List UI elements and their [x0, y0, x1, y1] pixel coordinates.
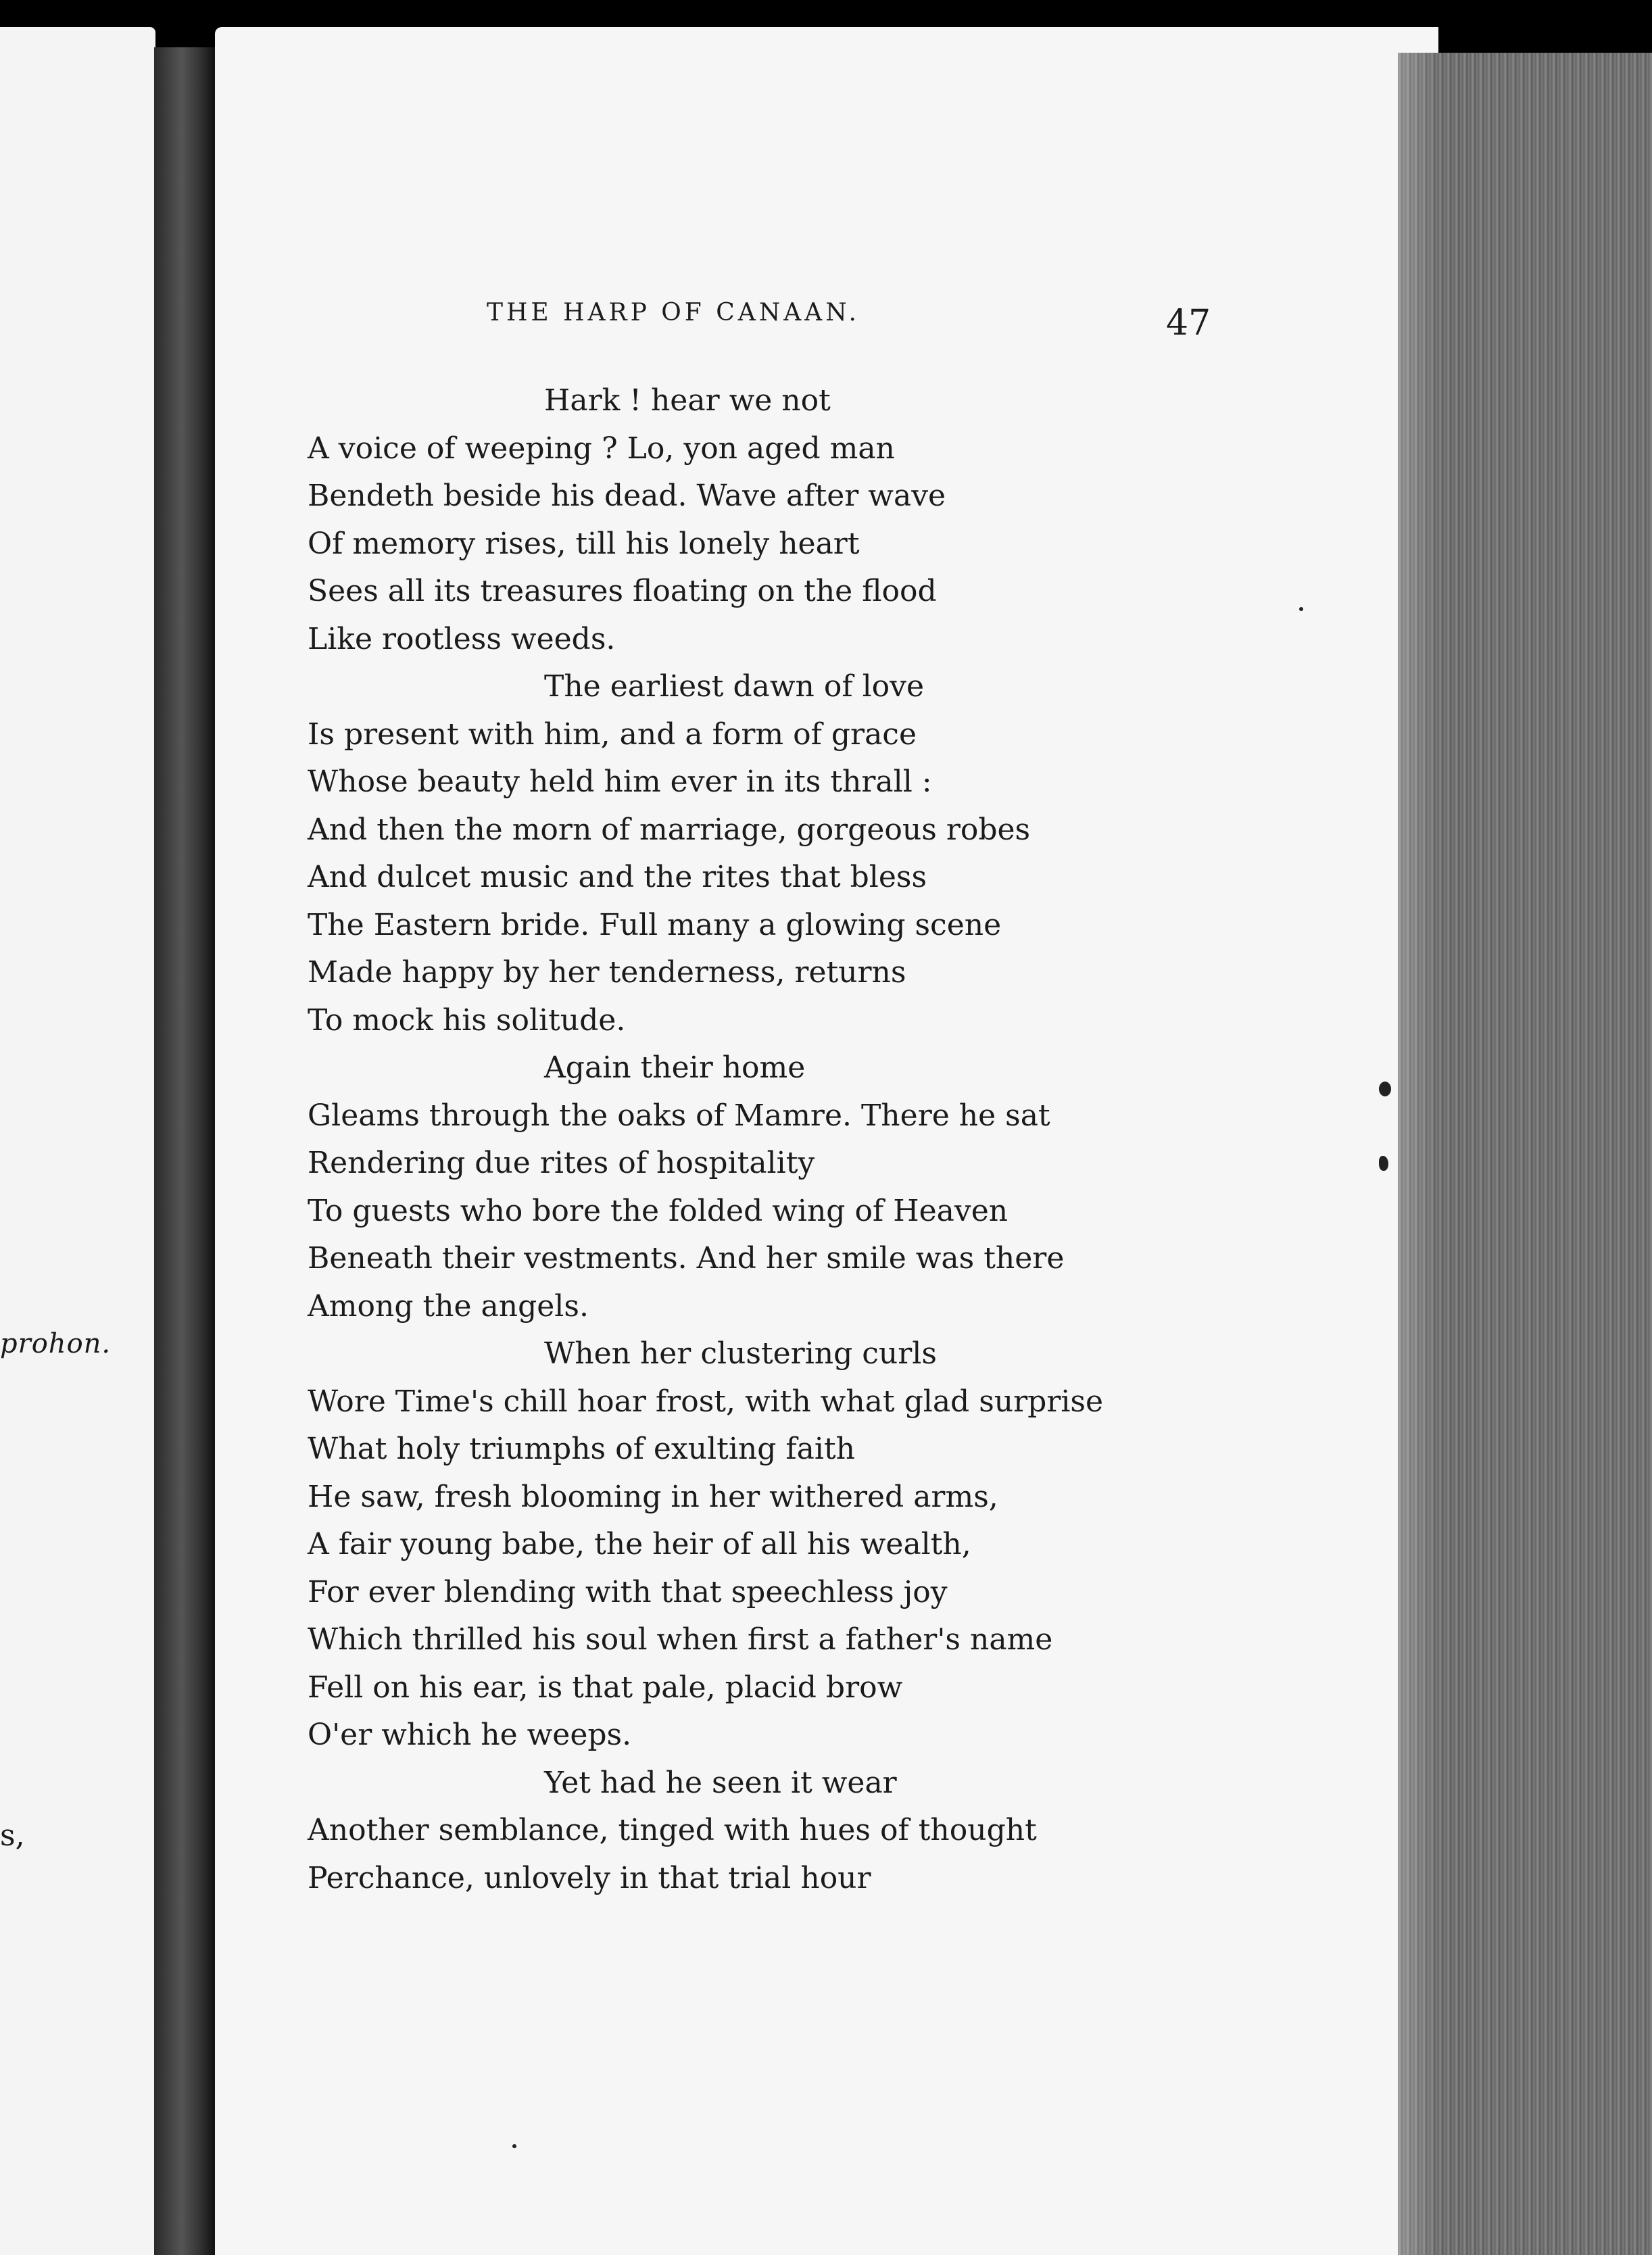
poem-text	[308, 377, 1362, 1902]
ink-speck	[1379, 1082, 1391, 1096]
poem-line: Wore Time's chill hoar frost, with what glad surprise	[308, 1384, 1104, 1419]
poem-line: Rendering due rites of hospitality	[308, 1146, 815, 1180]
poem-line: To guests who bore the folded wing of Heaven	[308, 1193, 1009, 1228]
poem-line: Perchance, unlovely in that trial hour	[308, 1860, 871, 1895]
poem-line: Whose beauty held him ever in its thrall :	[308, 765, 932, 799]
previous-page-sliver	[0, 27, 155, 2255]
poem-line: And then the morn of marriage, gorgeous robes	[308, 812, 1031, 847]
poem-line: And dulcet music and the rites that bless	[308, 860, 927, 894]
poem-line: To mock his solitude.	[308, 1002, 626, 1038]
poem-line: O'er which he weeps.	[308, 1718, 632, 1752]
poem-line: Another semblance, tinged with hues of thought	[308, 1813, 1037, 1847]
poem-line: Hark ! hear we not	[544, 383, 831, 418]
page-number: 47	[1166, 303, 1211, 343]
poem-line: When her clustering curls	[544, 1336, 937, 1371]
page-edges-highlight	[1398, 53, 1438, 2255]
poem-line: Is present with him, and a form of grace	[308, 717, 917, 752]
poem-line: Of memory rises, till his lonely heart	[308, 526, 860, 561]
poem-line: Bendeth beside his dead. Wave after wave	[308, 479, 946, 513]
poem-line: Beneath their vestments. And her smile was there	[308, 1241, 1065, 1276]
poem-line: The earliest dawn of love	[544, 669, 925, 704]
poem-line: Among the angels.	[308, 1288, 589, 1324]
poem-line: What holy triumphs of exulting faith	[308, 1432, 856, 1466]
poem-line: Like rootless weeds.	[308, 621, 616, 656]
poem-line: Yet had he seen it wear	[544, 1765, 897, 1800]
ink-speck	[1379, 1156, 1388, 1171]
poem-line: Gleams through the oaks of Mamre. There he sat	[308, 1098, 1050, 1133]
previous-page-text-fragment: prohon.	[0, 1328, 112, 1359]
poem-line: Fell on his ear, is that pale, placid brow	[308, 1670, 903, 1705]
ink-speck	[1299, 607, 1303, 611]
poem-line: Which thrilled his soul when first a father's name	[308, 1622, 1053, 1657]
poem-line: A voice of weeping ? Lo, yon aged man	[308, 431, 895, 466]
poem-line: The Eastern bride. Full many a glowing scene	[308, 907, 1002, 942]
poem-line: He saw, fresh blooming in her withered arms,	[308, 1479, 998, 1514]
ink-speck	[512, 2144, 516, 2148]
poem-line: Again their home	[544, 1050, 806, 1085]
previous-page-text-fragment: s,	[0, 1818, 25, 1853]
running-head: THE HARP OF CANAAN.	[487, 299, 860, 326]
poem-line: A fair young babe, the heir of all his wealth,	[308, 1527, 971, 1561]
book-gutter	[154, 47, 215, 2255]
poem-line: For ever blending with that speechless joy	[308, 1574, 948, 1609]
poem-line: Sees all its treasures floating on the flood	[308, 574, 937, 608]
poem-line: Made happy by her tenderness, returns	[308, 955, 906, 990]
